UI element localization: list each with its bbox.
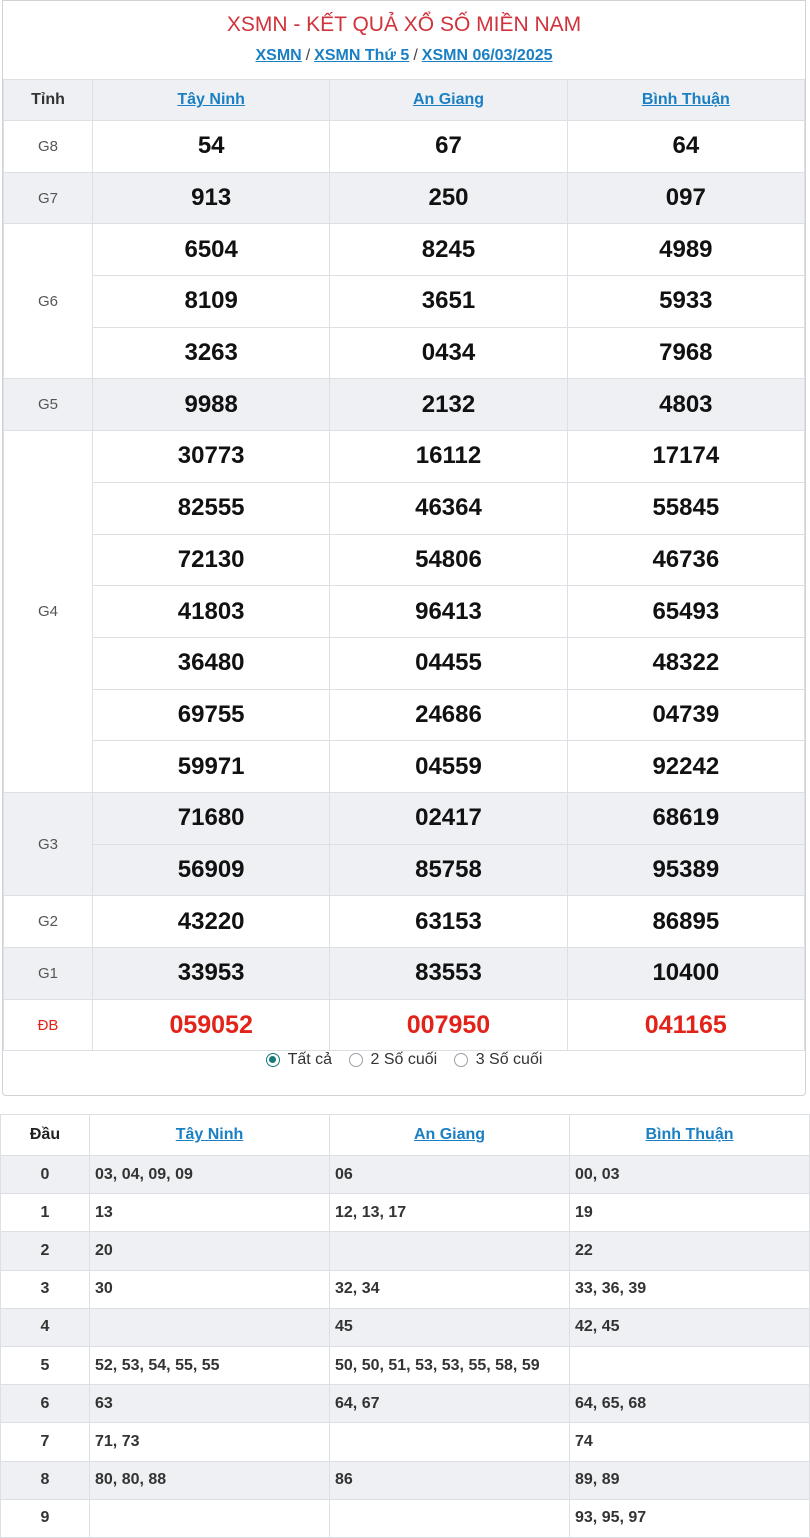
- loto-head-digit: 3: [1, 1270, 90, 1308]
- prize-row: [4, 431, 805, 483]
- loto-values: [90, 1308, 330, 1346]
- radio-empty-icon: [454, 1053, 468, 1067]
- prize-number: 41803: [93, 586, 330, 638]
- filter-2-digits-radio[interactable]: [349, 1051, 438, 1069]
- prize-row: [4, 482, 805, 534]
- prize-number: 9988: [93, 379, 330, 431]
- loto-values: [330, 1423, 570, 1461]
- results-header: [3, 1, 805, 79]
- province-link-an-giang[interactable]: An Giang: [330, 80, 567, 121]
- loto-values: [330, 1499, 570, 1537]
- filter-3-digits-label: 3 Số cuối: [475, 1051, 543, 1068]
- prize-number: 95389: [567, 844, 804, 896]
- prize-number: 85758: [330, 844, 567, 896]
- prize-label: G2: [4, 896, 93, 948]
- prize-number: 5933: [567, 276, 804, 328]
- prize-number: 30773: [93, 431, 330, 483]
- page-title: XSMN - KẾT QUẢ XỔ SỐ MIỀN NAM: [226, 13, 582, 36]
- prize-number: 43220: [93, 896, 330, 948]
- prize-number: 8109: [93, 276, 330, 328]
- prize-number: 10400: [567, 948, 804, 1000]
- prize-number: 55845: [567, 482, 804, 534]
- prize-row: [4, 172, 805, 224]
- prize-row: [4, 224, 805, 276]
- loto-head-digit: 4: [1, 1308, 90, 1346]
- prize-number: 4803: [567, 379, 804, 431]
- loto-head-digit: 1: [1, 1194, 90, 1232]
- province-column-header: Tỉnh: [4, 80, 93, 121]
- loto-values: 74: [570, 1423, 810, 1461]
- prize-number: 48322: [567, 637, 804, 689]
- loto-values: 00, 03: [570, 1156, 810, 1194]
- prize-label: G3: [4, 792, 93, 895]
- results-card: [2, 0, 806, 1096]
- prize-number: 7968: [567, 327, 804, 379]
- loto-values: 20: [90, 1232, 330, 1270]
- prize-row: [4, 741, 805, 793]
- prize-number: 8245: [330, 224, 567, 276]
- province-link-tay-ninh[interactable]: Tây Ninh: [93, 80, 330, 121]
- breadcrumb-link-xsmn[interactable]: XSMN: [255, 47, 302, 64]
- prize-row: [4, 637, 805, 689]
- loto-values: 52, 53, 54, 55, 55: [90, 1346, 330, 1384]
- filter-2-digits-label: 2 Số cuối: [370, 1051, 438, 1068]
- prize-number: 69755: [93, 689, 330, 741]
- prize-row: [4, 276, 805, 328]
- prize-number: 04455: [330, 637, 567, 689]
- prize-number: 913: [93, 172, 330, 224]
- loto-values: 80, 80, 88: [90, 1461, 330, 1499]
- prize-number: 63153: [330, 896, 567, 948]
- loto-head-digit: 2: [1, 1232, 90, 1270]
- prize-number: 92242: [567, 741, 804, 793]
- prize-label: G8: [4, 121, 93, 173]
- results-table: [3, 79, 805, 1051]
- loto-row: [1, 1156, 810, 1194]
- loto-row: [1, 1499, 810, 1537]
- prize-row: [4, 379, 805, 431]
- prize-label: ĐB: [4, 999, 93, 1051]
- prize-number: 83553: [330, 948, 567, 1000]
- prize-number: 17174: [567, 431, 804, 483]
- results-header-row: [4, 80, 805, 121]
- prize-row: [4, 844, 805, 896]
- prize-number: 24686: [330, 689, 567, 741]
- loto-values: 06: [330, 1156, 570, 1194]
- loto-values: [90, 1499, 330, 1537]
- loto-row: [1, 1232, 810, 1270]
- loto-row: [1, 1385, 810, 1423]
- prize-number: 64: [567, 121, 804, 173]
- prize-row: [4, 327, 805, 379]
- loto-values: 12, 13, 17: [330, 1194, 570, 1232]
- prize-number: 54: [93, 121, 330, 173]
- prize-number: 0434: [330, 327, 567, 379]
- prize-label: G7: [4, 172, 93, 224]
- loto-head-digit: 7: [1, 1423, 90, 1461]
- breadcrumb-link-weekday[interactable]: XSMN Thứ 5: [314, 47, 410, 64]
- prize-row: [4, 792, 805, 844]
- prize-label: G1: [4, 948, 93, 1000]
- loto-values: 19: [570, 1194, 810, 1232]
- breadcrumb-separator: /: [305, 47, 311, 64]
- loto-values: [570, 1346, 810, 1384]
- prize-number: 6504: [93, 224, 330, 276]
- loto-values: 89, 89: [570, 1461, 810, 1499]
- prize-number: 04739: [567, 689, 804, 741]
- prize-label: G4: [4, 431, 93, 793]
- prize-row: [4, 534, 805, 586]
- prize-number: 54806: [330, 534, 567, 586]
- prize-row: [4, 121, 805, 173]
- breadcrumb: [3, 47, 805, 65]
- loto-values: 42, 45: [570, 1308, 810, 1346]
- prize-number: 3263: [93, 327, 330, 379]
- breadcrumb-separator: /: [413, 47, 418, 64]
- loto-province-link-an-giang[interactable]: An Giang: [330, 1115, 570, 1156]
- loto-values: 03, 04, 09, 09: [90, 1156, 330, 1194]
- loto-province-link-tay-ninh[interactable]: Tây Ninh: [90, 1115, 330, 1156]
- prize-number: 2132: [330, 379, 567, 431]
- prize-number: 82555: [93, 482, 330, 534]
- prize-label: G5: [4, 379, 93, 431]
- prize-number: 33953: [93, 948, 330, 1000]
- loto-values: 13: [90, 1194, 330, 1232]
- prize-number: 46364: [330, 482, 567, 534]
- prize-row: [4, 586, 805, 638]
- filter-all-radio[interactable]: [266, 1051, 332, 1069]
- loto-province-link-binh-thuan[interactable]: Bình Thuận: [570, 1115, 810, 1156]
- prize-number: 65493: [567, 586, 804, 638]
- filter-3-digits-radio[interactable]: [454, 1051, 543, 1069]
- prize-number: 67: [330, 121, 567, 173]
- loto-values: 64, 67: [330, 1385, 570, 1423]
- loto-row: [1, 1194, 810, 1232]
- prize-number: 250: [330, 172, 567, 224]
- prize-number: 56909: [93, 844, 330, 896]
- prize-number: 097: [567, 172, 804, 224]
- prize-number: 46736: [567, 534, 804, 586]
- special-prize-number: 041165: [567, 999, 804, 1051]
- loto-values: 93, 95, 97: [570, 1499, 810, 1537]
- loto-head-digit: 8: [1, 1461, 90, 1499]
- prize-number: 36480: [93, 637, 330, 689]
- breadcrumb-link-date[interactable]: XSMN 06/03/2025: [421, 47, 553, 64]
- prize-number: 71680: [93, 792, 330, 844]
- results-body: [4, 121, 805, 1051]
- loto-body: [1, 1156, 810, 1538]
- loto-head-digit: 9: [1, 1499, 90, 1537]
- prize-number: 4989: [567, 224, 804, 276]
- prize-row: [4, 999, 805, 1051]
- loto-row: [1, 1461, 810, 1499]
- prize-number: 3651: [330, 276, 567, 328]
- loto-header-row: [1, 1115, 810, 1156]
- prize-number: 16112: [330, 431, 567, 483]
- special-prize-number: 059052: [93, 999, 330, 1051]
- province-link-binh-thuan[interactable]: Bình Thuận: [567, 80, 804, 121]
- loto-head-digit: 0: [1, 1156, 90, 1194]
- prize-row: [4, 689, 805, 741]
- radio-selected-icon: [266, 1053, 280, 1067]
- filter-all-label: Tất cả: [287, 1051, 333, 1068]
- digit-filter: [3, 1051, 805, 1072]
- loto-table: [0, 1114, 810, 1538]
- loto-values: 30: [90, 1270, 330, 1308]
- loto-head-digit: 5: [1, 1346, 90, 1384]
- loto-row: [1, 1270, 810, 1308]
- radio-empty-icon: [349, 1053, 363, 1067]
- prize-number: 02417: [330, 792, 567, 844]
- loto-head-column-header: Đầu: [1, 1115, 90, 1156]
- prize-number: 96413: [330, 586, 567, 638]
- prize-number: 04559: [330, 741, 567, 793]
- loto-values: 45: [330, 1308, 570, 1346]
- prize-row: [4, 896, 805, 948]
- prize-label: G6: [4, 224, 93, 379]
- prize-number: 68619: [567, 792, 804, 844]
- loto-values: 32, 34: [330, 1270, 570, 1308]
- loto-values: 50, 50, 51, 53, 53, 55, 58, 59: [330, 1346, 570, 1384]
- special-prize-number: 007950: [330, 999, 567, 1051]
- prize-number: 86895: [567, 896, 804, 948]
- loto-values: 64, 65, 68: [570, 1385, 810, 1423]
- prize-number: 72130: [93, 534, 330, 586]
- loto-values: [330, 1232, 570, 1270]
- loto-values: 86: [330, 1461, 570, 1499]
- loto-row: [1, 1423, 810, 1461]
- loto-head-digit: 6: [1, 1385, 90, 1423]
- loto-values: 71, 73: [90, 1423, 330, 1461]
- prize-row: [4, 948, 805, 1000]
- loto-values: 63: [90, 1385, 330, 1423]
- prize-number: 59971: [93, 741, 330, 793]
- loto-values: 33, 36, 39: [570, 1270, 810, 1308]
- loto-row: [1, 1346, 810, 1384]
- loto-values: 22: [570, 1232, 810, 1270]
- loto-row: [1, 1308, 810, 1346]
